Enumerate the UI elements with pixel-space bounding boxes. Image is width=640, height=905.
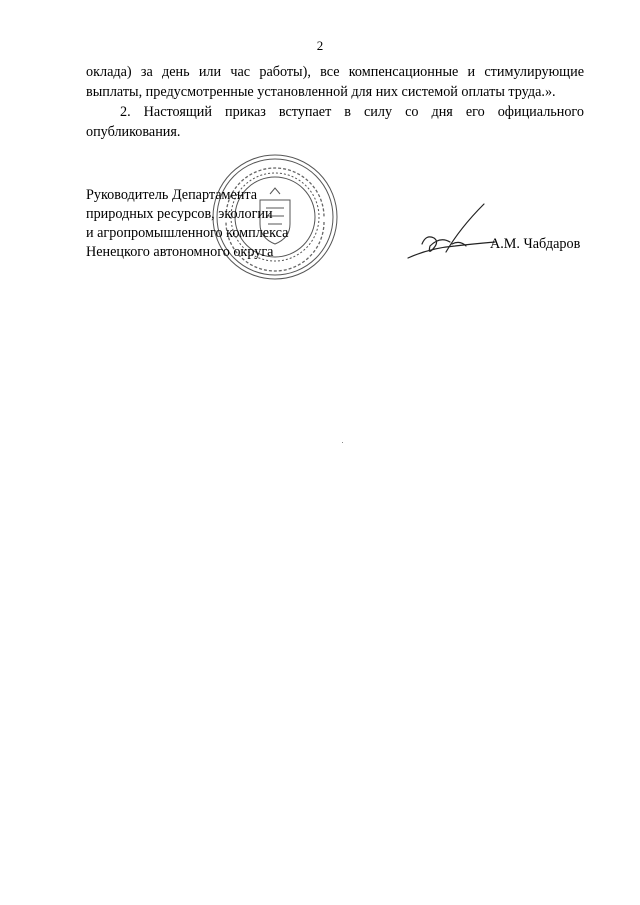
paragraph-line: 2. Настоящий приказ вступает в силу со дня его официального	[120, 104, 584, 120]
handwritten-signature	[400, 200, 500, 268]
signatory-line: и агропромышленного комплекса	[86, 225, 289, 241]
paragraph-line: выплаты, предусмотренные установленной для них системой оплаты труда.».	[86, 84, 556, 100]
signatory-line: природных ресурсов, экологии	[86, 206, 273, 222]
signatory-title	[86, 186, 288, 262]
signer-name: А.М. Чабдаров	[490, 236, 581, 252]
order-text	[86, 62, 584, 142]
page-number: 2	[316, 38, 324, 53]
paragraph-line: опубликования.	[86, 124, 181, 140]
signatory-line: Руководитель Департамента	[86, 187, 258, 203]
paragraph-line: оклада) за день или час работы), все компенсационные и стимулирующие	[86, 64, 584, 80]
signatory-line: Ненецкого автономного округа	[86, 244, 274, 260]
scan-speck	[342, 442, 343, 443]
